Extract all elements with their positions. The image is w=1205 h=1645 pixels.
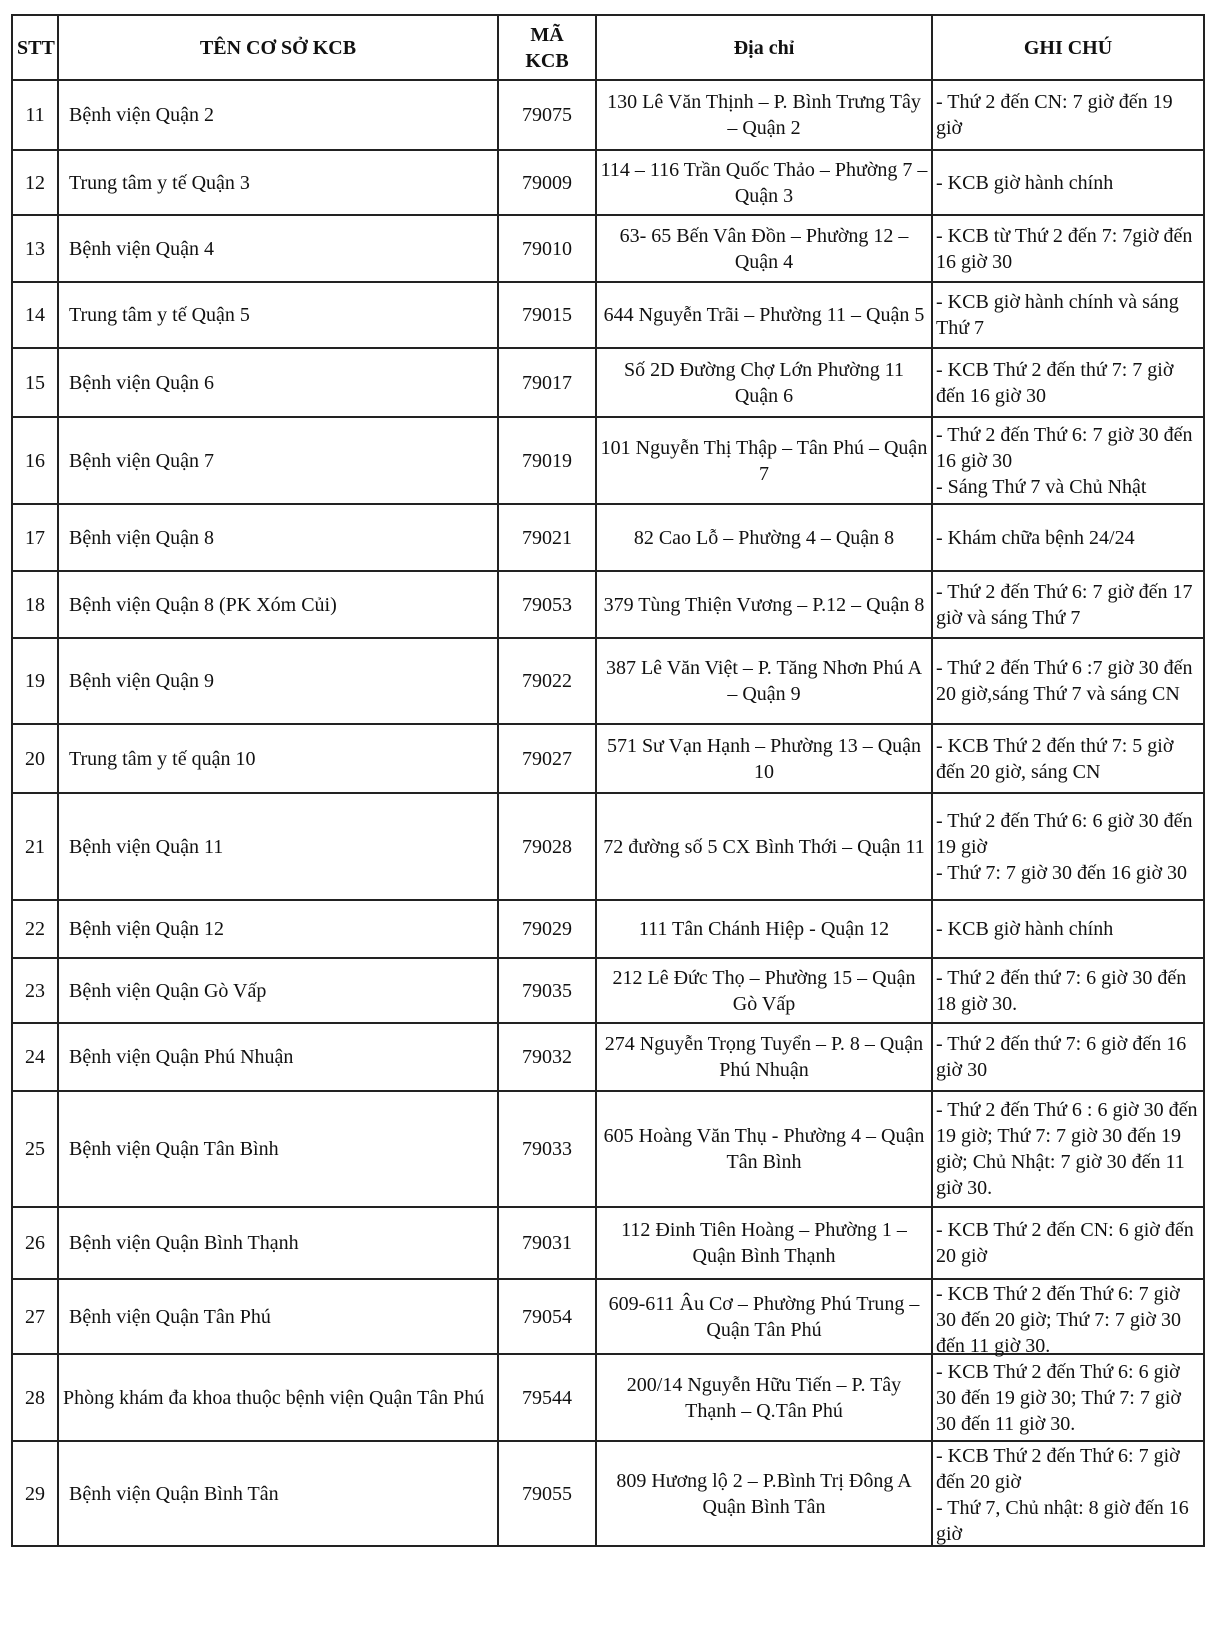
row-note-line: - Thứ 7, Chủ nhật: 8 giờ đến 16 giờ [936,1497,1194,1545]
row-stt: 21 [12,793,58,900]
row-address: 644 Nguyễn Trãi – Phường 11 – Quận 5 [596,282,932,348]
row-note-content [936,1443,1200,1544]
row-note-line: - Khám chữa bệnh 24/24 [936,526,1135,549]
row-kcb-code: 79010 [498,215,596,282]
row-address: 212 Lê Đức Thọ – Phường 15 – Quận Gò Vấp [596,958,932,1023]
row-stt: 24 [12,1023,58,1091]
table-row [12,958,1204,1023]
row-stt: 19 [12,638,58,724]
row-address: 571 Sư Vạn Hạnh – Phường 13 – Quận 10 [596,724,932,793]
header-name: TÊN CƠ SỞ KCB [58,15,498,80]
row-address: 112 Đinh Tiên Hoàng – Phường 1 – Quận Bình Thạnh [596,1207,932,1279]
row-note-line: - Thứ 2 đến Thứ 6: 6 giờ 30 đến 19 giờ [936,809,1198,858]
row-note [932,215,1204,282]
table-row [12,150,1204,215]
table-row [12,900,1204,958]
row-stt: 26 [12,1207,58,1279]
row-stt: 11 [12,80,58,150]
row-note-content [936,289,1200,341]
row-kcb-code: 79021 [498,504,596,571]
row-kcb-code: 79009 [498,150,596,215]
table-row [12,215,1204,282]
row-facility-name: Bệnh viện Quận 4 [58,215,498,282]
row-note [932,724,1204,793]
row-note-line: - KCB Thứ 2 đến thứ 7: 5 giờ đến 20 giờ, sáng CN [936,734,1179,783]
row-facility-name: Trung tâm y tế Quận 3 [58,150,498,215]
row-note-line: - Thứ 2 đến Thứ 6: 7 giờ 30 đến 16 giờ 30 [936,423,1198,472]
row-note-line: - KCB Thứ 2 đến thứ 7: 7 giờ đến 16 giờ 30 [936,358,1179,407]
table-row [12,504,1204,571]
row-note [932,1091,1204,1207]
row-stt: 15 [12,348,58,417]
row-facility-name: Bệnh viện Quận Bình Thạnh [58,1207,498,1279]
table-body [12,80,1204,1546]
row-note [932,1023,1204,1091]
row-kcb-code: 79033 [498,1091,596,1207]
row-note [932,571,1204,638]
row-note-line: - Sáng Thứ 7 và Chủ Nhật [936,475,1147,498]
row-note-line: - Thứ 2 đến CN: 7 giờ đến 19 giờ [936,91,1178,139]
row-note-content [936,357,1200,409]
row-note [932,1279,1204,1357]
row-facility-name: Bệnh viện Quận Tân Bình [58,1091,498,1207]
row-address: 63- 65 Bến Vân Đồn – Phường 12 – Quận 4 [596,215,932,282]
table-row [12,282,1204,348]
row-note-line: - Thứ 2 đến thứ 7: 6 giờ đến 16 giờ 30 [936,1033,1192,1081]
row-note-content [936,808,1200,886]
row-note [932,282,1204,348]
table-row [12,80,1204,150]
row-stt: 27 [12,1279,58,1354]
row-address: 809 Hương lộ 2 – P.Bình Trị Đông A Quận Bình Tân [596,1441,932,1546]
row-address: 72 đường số 5 CX Bình Thới – Quận 11 [596,793,932,900]
table-row [12,638,1204,724]
row-note-content [936,525,1200,551]
row-stt: 28 [12,1354,58,1441]
header-code-line2: KCB [525,49,569,72]
row-note-line: - KCB từ Thứ 2 đến 7: 7giờ đến 16 giờ 30 [936,224,1198,273]
row-facility-name: Bệnh viện Quận 12 [58,900,498,958]
table-row [12,1279,1204,1354]
row-note [932,504,1204,571]
row-facility-name: Bệnh viện Quận 11 [58,793,498,900]
table-row [12,1441,1204,1546]
row-address: 130 Lê Văn Thịnh – P. Bình Trưng Tây – Quận 2 [596,80,932,150]
row-note-line: - KCB giờ hành chính [936,918,1114,940]
row-note-content [936,965,1200,1017]
header-stt: STT [12,15,58,80]
row-note-content [936,579,1200,631]
row-note [932,417,1204,504]
row-kcb-code: 79075 [498,80,596,150]
row-note-content [936,1281,1200,1357]
row-stt: 14 [12,282,58,348]
row-facility-name: Bệnh viện Quận 6 [58,348,498,417]
row-note-content [936,1359,1200,1437]
row-kcb-code: 79019 [498,417,596,504]
row-facility-name: Phòng khám đa khoa thuộc bệnh viện Quận Tân Phú [58,1354,498,1441]
row-kcb-code: 79027 [498,724,596,793]
table-row [12,1354,1204,1441]
row-facility-name: Bệnh viện Quận 8 (PK Xóm Củi) [58,571,498,638]
row-note [932,900,1204,958]
row-stt: 12 [12,150,58,215]
row-note-line: - KCB Thứ 2 đến Thứ 6: 6 giờ 30 đến 19 giờ 30; Thứ 7: 7 giờ 30 đến 11 giờ 30. [936,1360,1186,1435]
row-note-line: - Thứ 2 đến thứ 7: 6 giờ 30 đến 18 giờ 30. [936,966,1192,1015]
row-address: 114 – 116 Trần Quốc Thảo – Phường 7 – Quận 3 [596,150,932,215]
row-facility-name: Bệnh viện Quận Phú Nhuận [58,1023,498,1091]
table-row [12,417,1204,504]
row-note [932,1354,1204,1441]
row-facility-name: Bệnh viện Quận 2 [58,80,498,150]
row-note-content [936,916,1200,942]
row-stt: 17 [12,504,58,571]
row-note [932,1207,1204,1279]
row-note-line: - KCB Thứ 2 đến CN: 6 giờ đến 20 giờ [936,1219,1199,1267]
row-facility-name: Bệnh viện Quận Tân Phú [58,1279,498,1354]
row-kcb-code: 79035 [498,958,596,1023]
table-row [12,793,1204,900]
row-facility-name: Bệnh viện Quận Bình Tân [58,1441,498,1546]
row-note [932,958,1204,1023]
row-note [932,793,1204,900]
row-note-line: - Thứ 2 đến Thứ 6 :7 giờ 30 đến 20 giờ,sáng Thứ 7 và sáng CN [936,657,1198,705]
row-note-content [936,170,1200,196]
row-facility-name: Bệnh viện Quận 7 [58,417,498,504]
row-kcb-code: 79017 [498,348,596,417]
row-facility-name: Bệnh viện Quận 8 [58,504,498,571]
row-address: 274 Nguyễn Trọng Tuyển – P. 8 – Quận Phú Nhuận [596,1023,932,1091]
row-stt: 13 [12,215,58,282]
row-address: 605 Hoàng Văn Thụ - Phường 4 – Quận Tân Bình [596,1091,932,1207]
row-note-content [936,655,1200,707]
row-note-line: - KCB Thứ 2 đến Thứ 6: 7 giờ 30 đến 20 giờ; Thứ 7: 7 giờ 30 đến 11 giờ 30. [936,1283,1186,1357]
row-note-content [936,733,1200,785]
row-note-content [936,1031,1200,1083]
row-note-content [936,1217,1200,1269]
row-address: 387 Lê Văn Việt – P. Tăng Nhơn Phú A – Quận 9 [596,638,932,724]
row-address: 379 Tùng Thiện Vương – P.12 – Quận 8 [596,571,932,638]
table-row [12,1207,1204,1279]
row-note-content [936,1097,1203,1201]
row-note-line: - Thứ 2 đến Thứ 6: 7 giờ đến 17 giờ và sáng Thứ 7 [936,580,1198,629]
row-address: 82 Cao Lỗ – Phường 4 – Quận 8 [596,504,932,571]
row-note-line: - KCB Thứ 2 đến Thứ 6: 7 giờ đến 20 giờ [936,1445,1185,1493]
table-row [12,724,1204,793]
table-row [12,1023,1204,1091]
row-address: 101 Nguyễn Thị Thập – Tân Phú – Quận 7 [596,417,932,504]
row-address: 609-611 Âu Cơ – Phường Phú Trung – Quận Tân Phú [596,1279,932,1354]
row-kcb-code: 79053 [498,571,596,638]
row-kcb-code: 79055 [498,1441,596,1546]
row-note-content [936,422,1200,500]
row-note-line: - Thứ 2 đến Thứ 6 : 6 giờ 30 đến 19 giờ; Thứ 7: 7 giờ 30 đến 19 giờ; Chủ Nhật: 7 giờ 30 đến 11 giờ 30. [936,1099,1203,1199]
row-kcb-code: 79054 [498,1279,596,1354]
row-kcb-code: 79022 [498,638,596,724]
row-note [932,348,1204,417]
header-note: GHI CHÚ [932,15,1204,80]
row-note-content [936,89,1200,141]
row-facility-name: Bệnh viện Quận 9 [58,638,498,724]
row-note-content [936,223,1200,275]
row-stt: 20 [12,724,58,793]
row-note [932,638,1204,724]
row-note-line: - KCB giờ hành chính và sáng Thứ 7 [936,291,1184,339]
row-address: 200/14 Nguyễn Hữu Tiến – P. Tây Thạnh – Q.Tân Phú [596,1354,932,1441]
header-code [498,15,596,80]
row-kcb-code: 79031 [498,1207,596,1279]
row-note-line: - Thứ 7: 7 giờ 30 đến 16 giờ 30 [936,861,1188,884]
table-header-row [12,15,1204,80]
row-kcb-code: 79029 [498,900,596,958]
header-address: Địa chỉ [596,15,932,80]
row-note-line: - KCB giờ hành chính [936,171,1114,194]
facility-table [11,14,1205,1547]
row-note [932,1441,1204,1546]
row-note [932,80,1204,150]
row-stt: 23 [12,958,58,1023]
row-kcb-code: 79032 [498,1023,596,1091]
row-stt: 22 [12,900,58,958]
table-row [12,348,1204,417]
row-stt: 25 [12,1091,58,1207]
row-stt: 16 [12,417,58,504]
table-row [12,1091,1204,1207]
row-facility-name: Trung tâm y tế Quận 5 [58,282,498,348]
row-stt: 29 [12,1441,58,1546]
row-note [932,150,1204,215]
row-stt: 18 [12,571,58,638]
row-facility-name: Trung tâm y tế quận 10 [58,724,498,793]
row-kcb-code: 79544 [498,1354,596,1441]
row-kcb-code: 79015 [498,282,596,348]
row-address: 111 Tân Chánh Hiệp - Quận 12 [596,900,932,958]
row-kcb-code: 79028 [498,793,596,900]
table-row [12,571,1204,638]
row-address: Số 2D Đường Chợ Lớn Phường 11 Quận 6 [596,348,932,417]
row-facility-name: Bệnh viện Quận Gò Vấp [58,958,498,1023]
header-code-line1: MÃ [530,23,564,46]
